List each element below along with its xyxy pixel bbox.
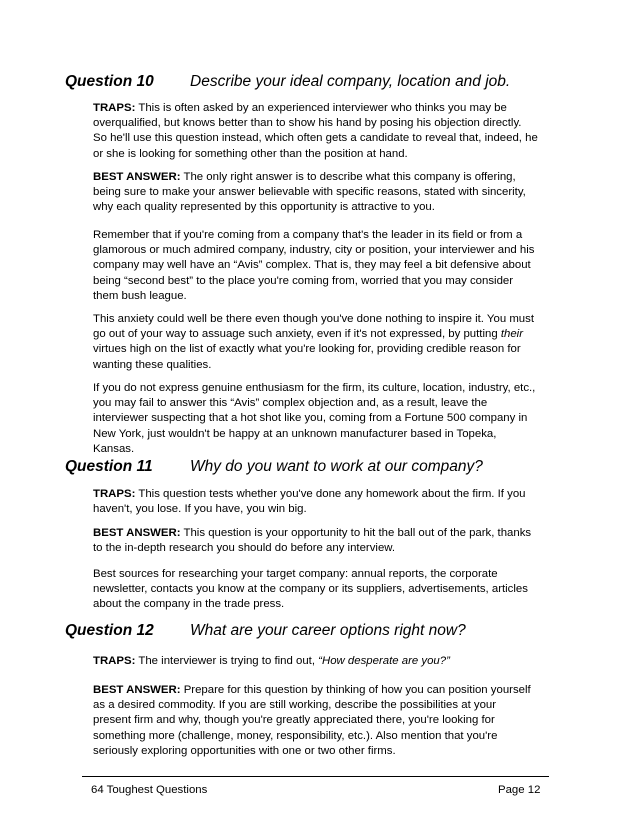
- body-line: about the company in the trade press.: [93, 598, 285, 611]
- traps-label: TRAPS:: [93, 655, 136, 667]
- best-answer-text: This question is your opportunity to hit the ball out of the park, thanks: [180, 527, 532, 539]
- best-answer-text: why each quality represented by this opportunity is attractive to you.: [93, 201, 435, 214]
- q12-best-answer-paragraph: [93, 683, 553, 759]
- footer-divider: [82, 776, 549, 777]
- best-answer-text: Prepare for this question by thinking of how you can position yourself: [180, 684, 531, 696]
- body-line: Best sources for researching your target company: annual reports, the corporate: [93, 568, 498, 580]
- best-answer-label: BEST ANSWER:: [93, 527, 181, 539]
- q11-best-answer-paragraph: [93, 526, 553, 556]
- best-answer-text: something more (challenge, money, responsibility, etc.). Also mention that you're: [93, 729, 498, 742]
- body-line: This anxiety could well be there even though you've done nothing to inspire it. You must: [93, 313, 534, 325]
- best-answer-text: seriously exploring opportunities with one or two other firms.: [93, 744, 396, 757]
- traps-label: TRAPS:: [93, 488, 136, 500]
- body-line: If you do not express genuine enthusiasm for the firm, its culture, location, industry, etc.,: [93, 382, 536, 394]
- body-line: newsletter, contacts you know at the company or its suppliers, advertisements, articles: [93, 583, 528, 596]
- best-answer-text: present firm and why, though you're greatly appreciated there, you're looking for: [93, 714, 495, 727]
- question-number: Question 11: [65, 458, 153, 475]
- traps-text: haven't, you lose. If you have, you win big.: [93, 503, 307, 516]
- body-line: Kansas.: [93, 442, 135, 455]
- best-answer-label: BEST ANSWER:: [93, 684, 181, 696]
- best-answer-text: to the in-depth research you should do before any interview.: [93, 542, 396, 555]
- emphasis-text: their: [500, 328, 524, 341]
- question-number: Question 10: [65, 73, 154, 90]
- traps-text: This is often asked by an experienced interviewer who thinks you may be: [135, 102, 507, 114]
- body-line: go out of your way to assuage such anxiety, even if it's not expressed, by putting: [93, 328, 498, 341]
- traps-text: So he'll use this question instead, which often gets a candidate to reveal that, indeed, he: [93, 132, 538, 145]
- traps-text: This question tests whether you've done any homework about the firm. If you: [135, 488, 526, 500]
- question-title: Describe your ideal company, location and job.: [190, 73, 511, 90]
- body-line: interviewer suspecting that a hot shot like you, coming from a Fortune 500 company in: [93, 412, 528, 425]
- body-line: company may well have an “Avis” complex. That is, they may feel a bit defensive about: [93, 259, 531, 272]
- body-line: New York, just wouldn't be happy at an unknown manufacturer based in Topeka,: [93, 427, 497, 440]
- footer-book-title: 64 Toughest Questions: [91, 784, 208, 796]
- question-number: Question 12: [65, 622, 154, 639]
- q12-traps-paragraph: [93, 654, 553, 669]
- q10-paragraph-5: [93, 381, 553, 457]
- footer-page-number: Page 12: [498, 784, 541, 796]
- body-line: glamorous or much admired company, industry, city or position, your interviewer and his: [93, 244, 535, 257]
- body-line: you may fail to answer this “Avis” complex objection and, as a result, leave the: [93, 397, 488, 410]
- q11-paragraph-3: [93, 567, 553, 613]
- body-line: them bush league.: [93, 289, 187, 302]
- best-answer-label: BEST ANSWER:: [93, 171, 181, 183]
- best-answer-text: The only right answer is to describe what this company is offering,: [180, 171, 516, 183]
- q10-traps-paragraph: [93, 101, 553, 162]
- q11-traps-paragraph: [93, 487, 553, 517]
- emphasis-text: “How desperate are you?”: [318, 655, 450, 667]
- question-title: What are your career options right now?: [190, 622, 466, 639]
- traps-label: TRAPS:: [93, 102, 136, 114]
- q10-paragraph-3: [93, 228, 553, 304]
- best-answer-text: as a desired commodity. If you are still working, describe the possibilities at your: [93, 699, 497, 712]
- body-line: wanting these qualities.: [93, 358, 212, 371]
- q10-best-answer-paragraph: [93, 170, 553, 216]
- question-10-heading: [65, 73, 585, 91]
- body-line: Remember that if you're coming from a company that's the leader in its field or from a: [93, 229, 523, 241]
- traps-text: The interviewer is trying to find out,: [135, 655, 319, 667]
- question-11-heading: [65, 458, 585, 476]
- q10-paragraph-4: [93, 312, 553, 373]
- best-answer-text: being sure to make your answer believable with specific reasons, stated with sincerity,: [93, 186, 526, 199]
- traps-text: overqualified, but knows better than to show his hand by posing his objection directly.: [93, 117, 522, 130]
- body-line: being “second best” to the place you're coming from, worried that you may consider: [93, 274, 514, 287]
- traps-text: or she is looking for something other than the position at hand.: [93, 147, 408, 160]
- question-title: Why do you want to work at our company?: [190, 458, 483, 475]
- body-line: virtues high on the list of exactly what you're looking for, providing credible reason for: [93, 343, 521, 356]
- question-12-heading: [65, 622, 585, 640]
